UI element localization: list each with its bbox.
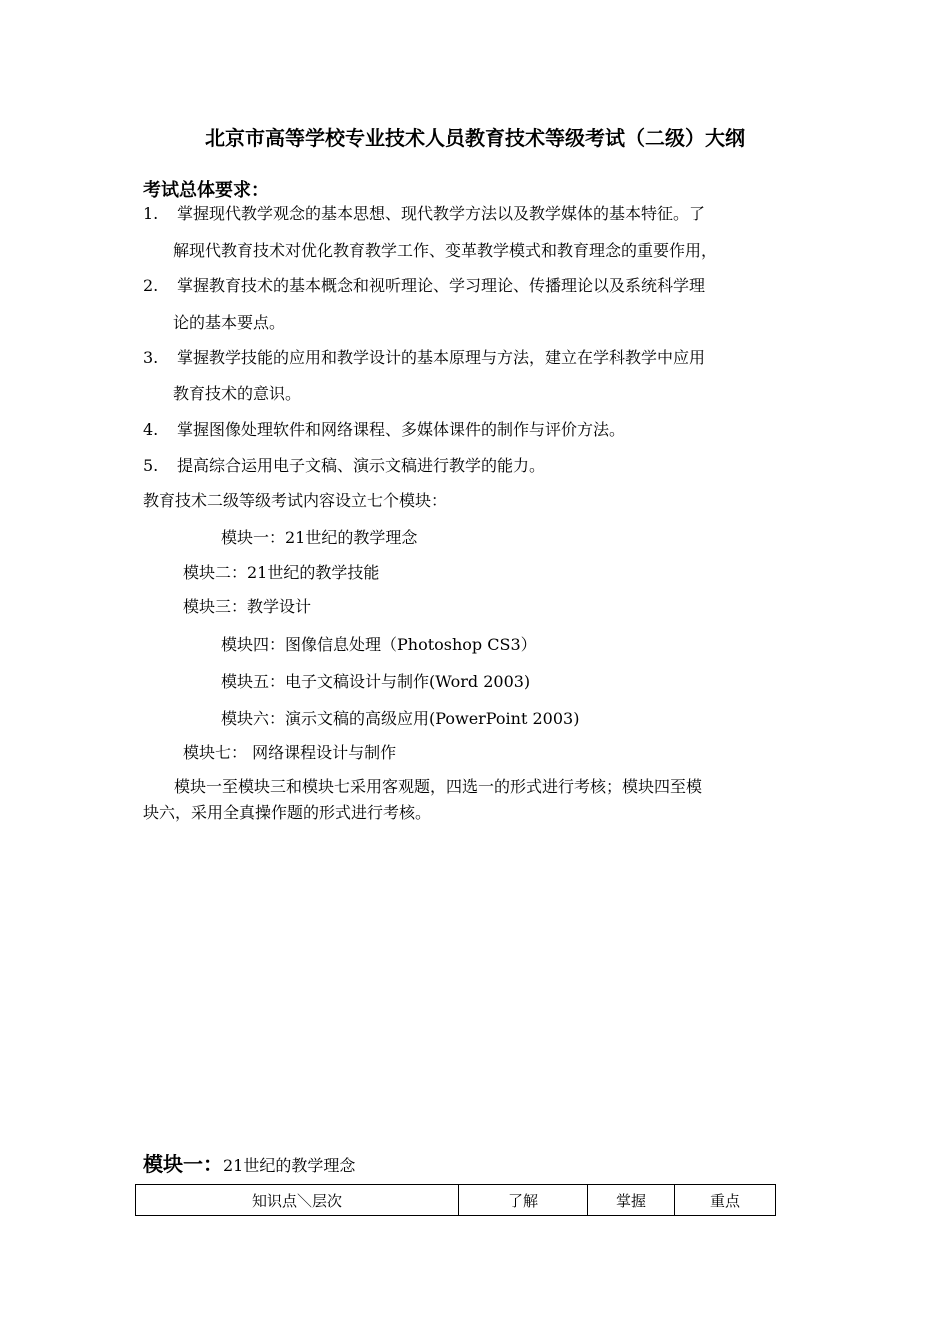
table-header-knowledge-level: 知识点＼层次 bbox=[136, 1185, 459, 1216]
module1-heading-label: 模块一： bbox=[143, 1152, 223, 1176]
document-title: 北京市高等学校专业技术人员教育技术等级考试（二级）大纲 bbox=[205, 126, 745, 150]
assessment-paragraph-cont: 块六，采用全真操作题的形式进行考核。 bbox=[143, 803, 432, 822]
assessment-paragraph: 模块一至模块三和模块七采用客观题，四选一的形式进行考核；模块四至模 bbox=[174, 777, 703, 796]
module-list-item-7: 模块七： 网络课程设计与制作 bbox=[183, 743, 397, 762]
item-number: 4. bbox=[143, 420, 159, 439]
item-text: 掌握教学技能的应用和教学设计的基本原理与方法，建立在学科教学中应用 bbox=[177, 348, 706, 367]
requirement-item-2-cont: 论的基本要点。 bbox=[173, 313, 286, 332]
module1-heading bbox=[143, 1148, 355, 1177]
item-text: 掌握现代教学观念的基本思想、现代教学方法以及教学媒体的基本特征。了 bbox=[177, 204, 706, 223]
item-text: 掌握教育技术的基本概念和视听理论、学习理论、传播理论以及系统科学理 bbox=[177, 276, 706, 295]
module-list-item-3: 模块三：教学设计 bbox=[183, 597, 312, 616]
general-requirements-heading: 考试总体要求： bbox=[143, 180, 269, 201]
module1-knowledge-table bbox=[135, 1184, 776, 1216]
item-number: 3. bbox=[143, 348, 159, 367]
requirement-item-3 bbox=[143, 345, 705, 368]
requirement-item-1-cont: 解现代教育技术对优化教育教学工作、变革教学模式和教育理念的重要作用， bbox=[173, 241, 718, 260]
module-list-item-5: 模块五：电子文稿设计与制作(Word 2003) bbox=[221, 672, 531, 691]
module-list-item-4: 模块四：图像信息处理（Photoshop CS3） bbox=[221, 635, 537, 654]
item-number: 2. bbox=[143, 276, 159, 295]
table-header-key-point: 重点 bbox=[675, 1185, 776, 1216]
module-list-item-6: 模块六：演示文稿的高级应用(PowerPoint 2003) bbox=[221, 709, 580, 728]
module-list-item-1: 模块一：21世纪的教学理念 bbox=[221, 528, 418, 547]
requirement-item-4 bbox=[143, 417, 625, 440]
module-list-item-2: 模块二：21世纪的教学技能 bbox=[183, 563, 380, 582]
item-number: 5. bbox=[143, 456, 159, 475]
modules-intro: 教育技术二级等级考试内容设立七个模块： bbox=[143, 491, 448, 510]
requirement-item-3-cont: 教育技术的意识。 bbox=[173, 384, 302, 403]
table-header-row bbox=[136, 1185, 776, 1216]
module1-heading-title: 21世纪的教学理念 bbox=[223, 1156, 356, 1175]
table-header-master: 掌握 bbox=[588, 1185, 675, 1216]
table-header-understand: 了解 bbox=[459, 1185, 588, 1216]
item-text: 提高综合运用电子文稿、演示文稿进行教学的能力。 bbox=[177, 456, 546, 475]
requirement-item-2 bbox=[143, 273, 705, 296]
item-number: 1. bbox=[143, 204, 159, 223]
requirement-item-1 bbox=[143, 201, 705, 224]
requirement-item-5 bbox=[143, 453, 545, 476]
item-text: 掌握图像处理软件和网络课程、多媒体课件的制作与评价方法。 bbox=[177, 420, 626, 439]
